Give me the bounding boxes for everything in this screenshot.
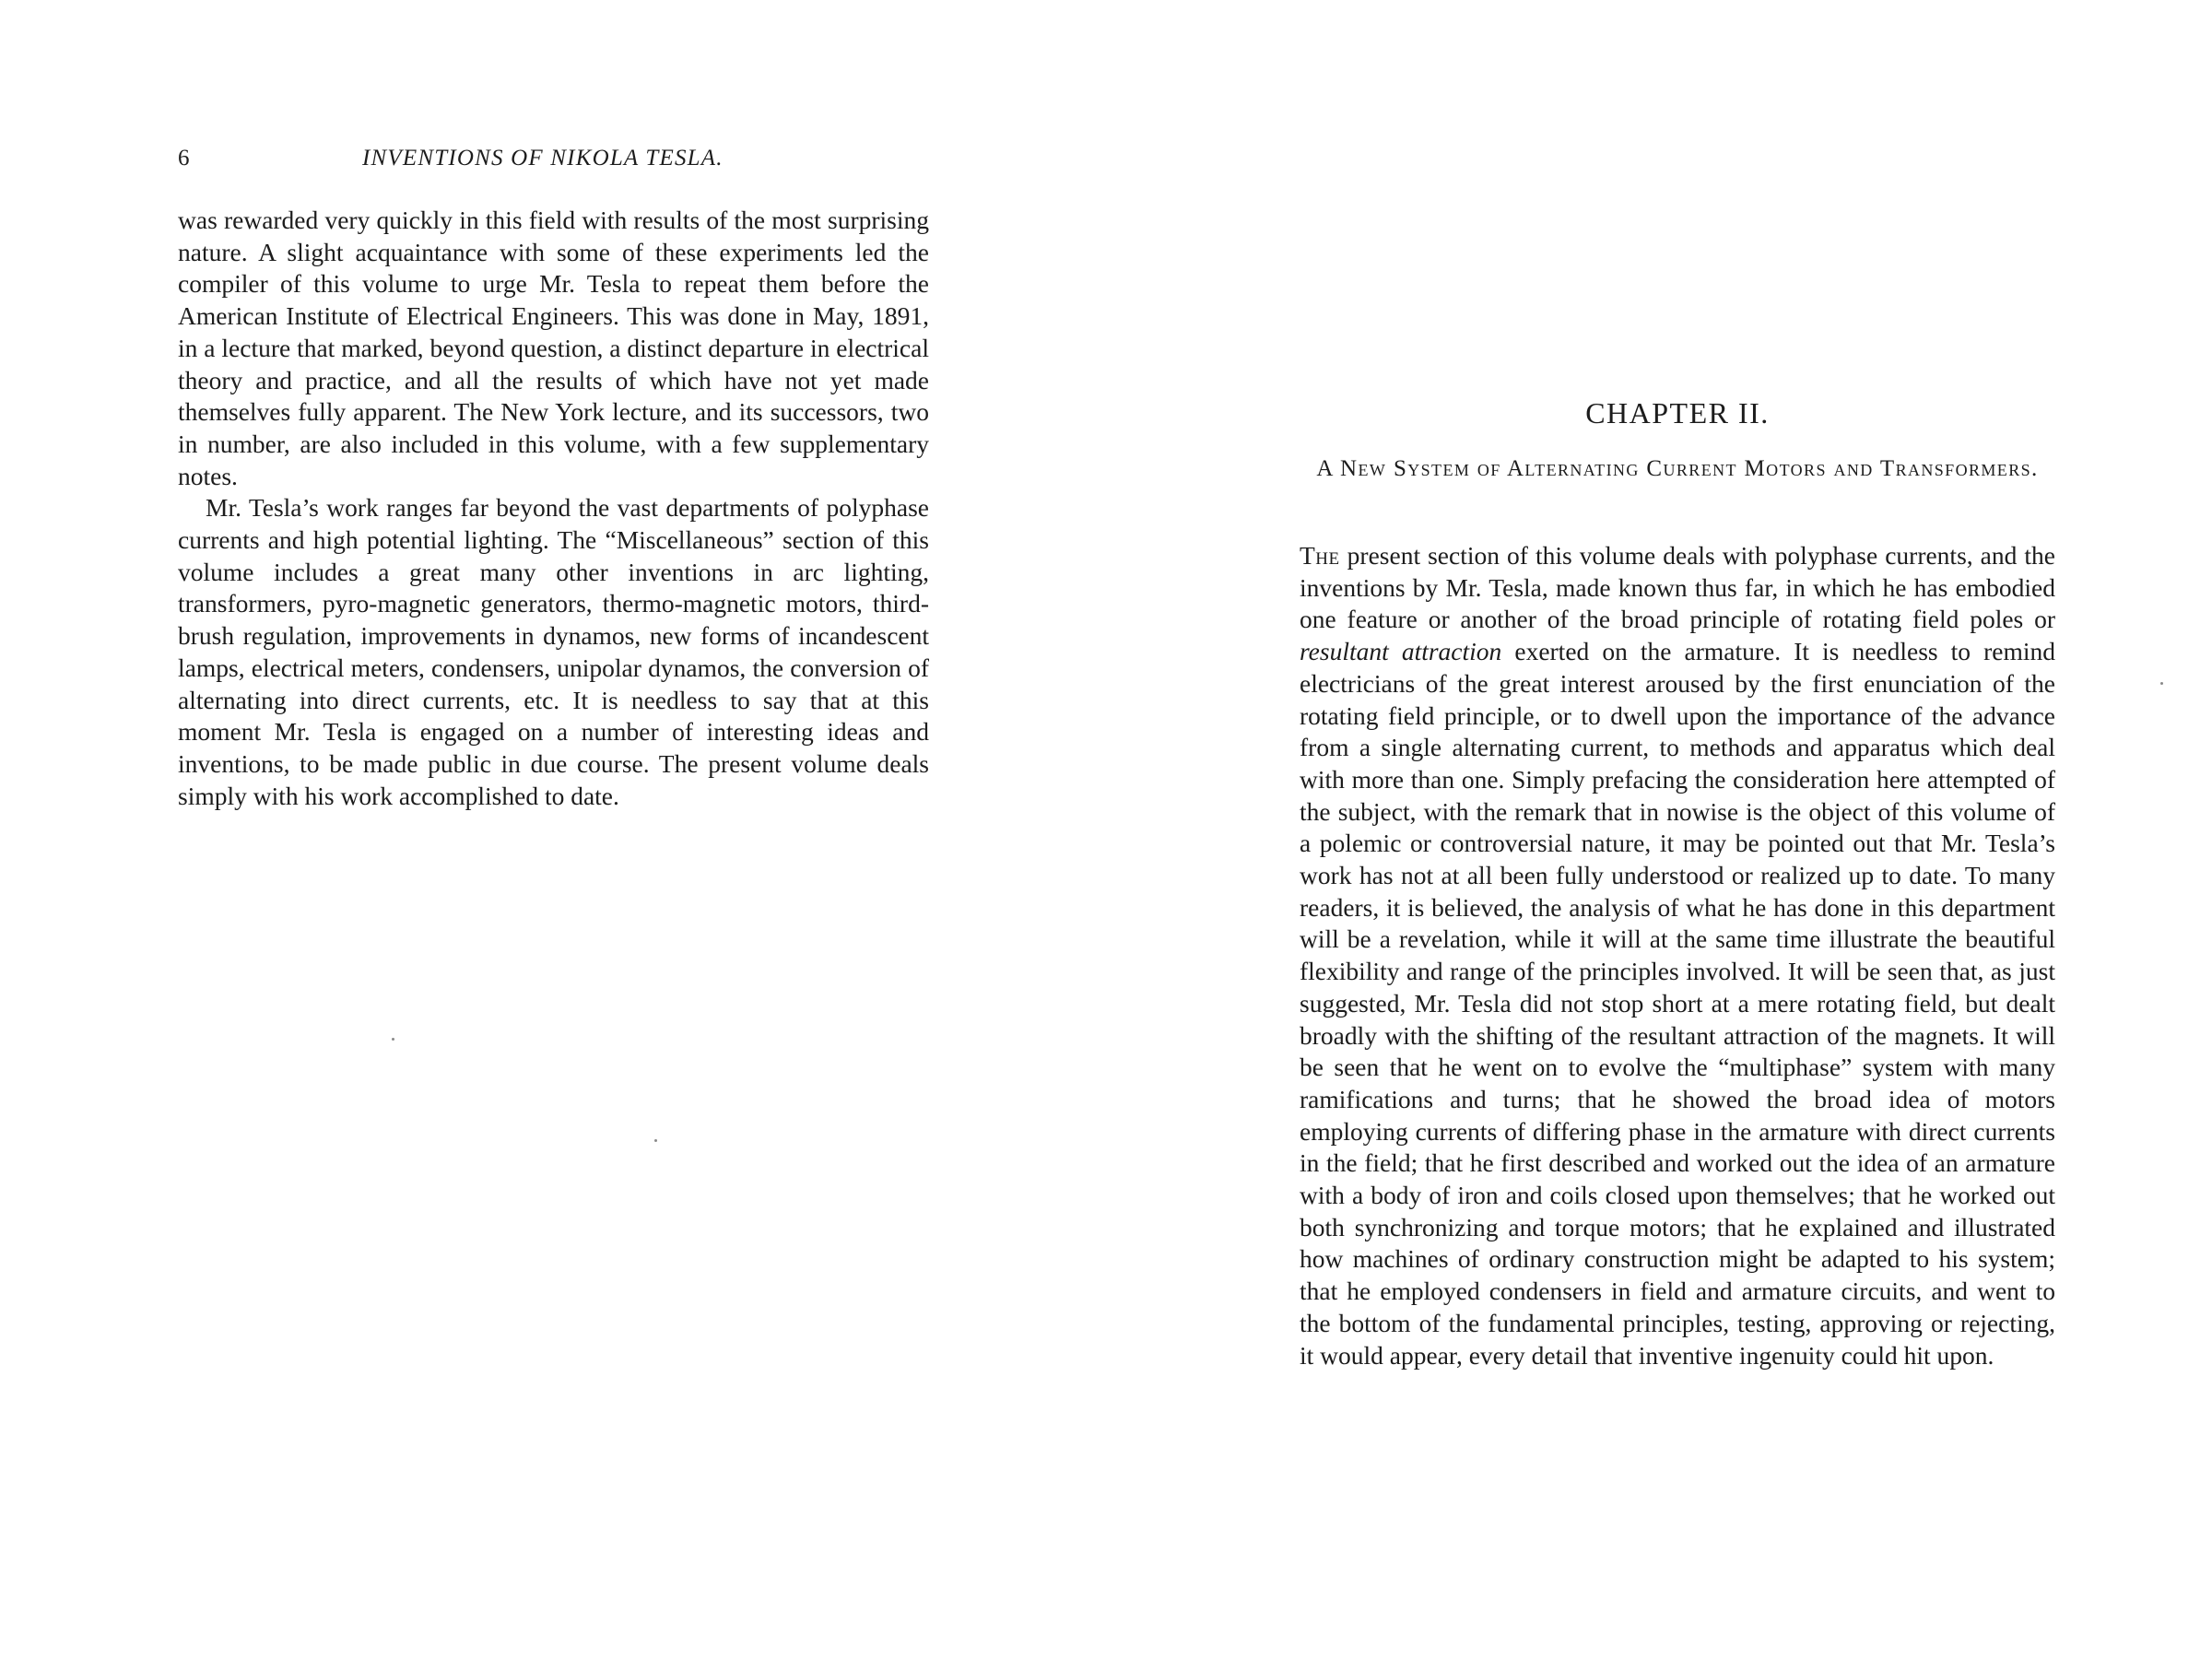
right-page [1106,0,2212,1659]
chapter-title: A New System of Alternating Current Motors and Transformers. [1316,456,2039,481]
running-title: INVENTIONS OF NIKOLA TESLA. [362,146,724,171]
left-body-text [178,205,929,812]
text-before-emphasis: present section of this volume deals with polyphase currents, and the inventions by Mr. Tesla, made known thus far, in which he has embodied one feature or another of the broad principle of rotating field poles or [1300,541,2056,634]
running-head [178,146,929,179]
page-number: 6 [178,146,190,171]
paper-speck [654,1139,657,1142]
paragraph-tesla-work: Mr. Tesla’s work ranges far beyond the vast departments of polyphase currents and high potential lighting. The “Miscellaneous” section of this volume includes a great many other inventions in arc lighting, transformers, pyro-magnetic generators, thermo-magnetic motors, third-brush regulation, improvements in dynamos, new forms of incandescent lamps, electrical meters, condensers, unipolar dynamos, the conversion of alternating into direct currents, etc. It is needless to say that at this moment Mr. Tesla is engaged on a number of interesting ideas and inventions, to be made public in due course. The present volume deals simply with his work accomplished to date. [178,493,929,810]
right-body-text [1300,540,2055,1371]
text-after-emphasis: exerted on the armature. It is needless to remind electricians of the great interest aroused by the first enunciation of the rotating field principle, or to dwell upon the importance of the advance from a single alternating current, to methods and apparatus which deal with more than one. Simply prefacing the consideration here attempted of the subject, with the remark that in nowise is the object of this volume of a polemic or controversial nature, it may be pointed out that Mr. Tesla’s work has not at all been fully understood or realized up to date. To many readers, it is believed, the analysis of what he has done in this department will be a revelation, while it will at the same time illustrate the beautiful flexibility and range of the principles involved. It will be seen that, as just suggested, Mr. Tesla did not stop short at a mere rotating field, but dealt broadly with the shifting of the resultant attraction of the magnets. It will be seen that he went on to evolve the “multiphase” system with many ramifications and turns; that he showed the broad idea of motors employing currents of differing phase in the armature with direct currents in the field; that he first described and worked out the idea of an armature with a body of iron and coils closed upon themselves; that he worked out both synchronizing and torque motors; that he explained and illustrated how machines of ordinary construction might be adapted to his system; that he employed condensers in field and armature circuits, and went to the bottom of the fundamental principles, testing, approving or rejecting, it would appear, every detail that inventive ingenuity could hit upon. [1300,637,2056,1370]
paragraph-continued: was rewarded very quickly in this field with results of the most surprising nature. A slight acquaintance with some of these experiments led the compiler of this volume to urge Mr. Tesla to repeat them before the American Institute of Electrical Engineers. This was done in May, 1891, in a lecture that marked, beyond question, a distinct departure in electrical theory and practice, and all the results of which have not yet made themselves fully apparent. The New York lecture, and its successors, two in number, are also included in this volume, with a few supplementary notes. [178,206,929,490]
emphasized-phrase: resultant attraction [1300,637,1502,666]
paper-speck [392,1038,394,1041]
paper-speck [2160,682,2163,685]
chapter-opening-paragraph [1300,540,2055,1371]
chapter-number: CHAPTER II. [1585,396,1770,429]
lead-word: The [1300,541,1340,570]
